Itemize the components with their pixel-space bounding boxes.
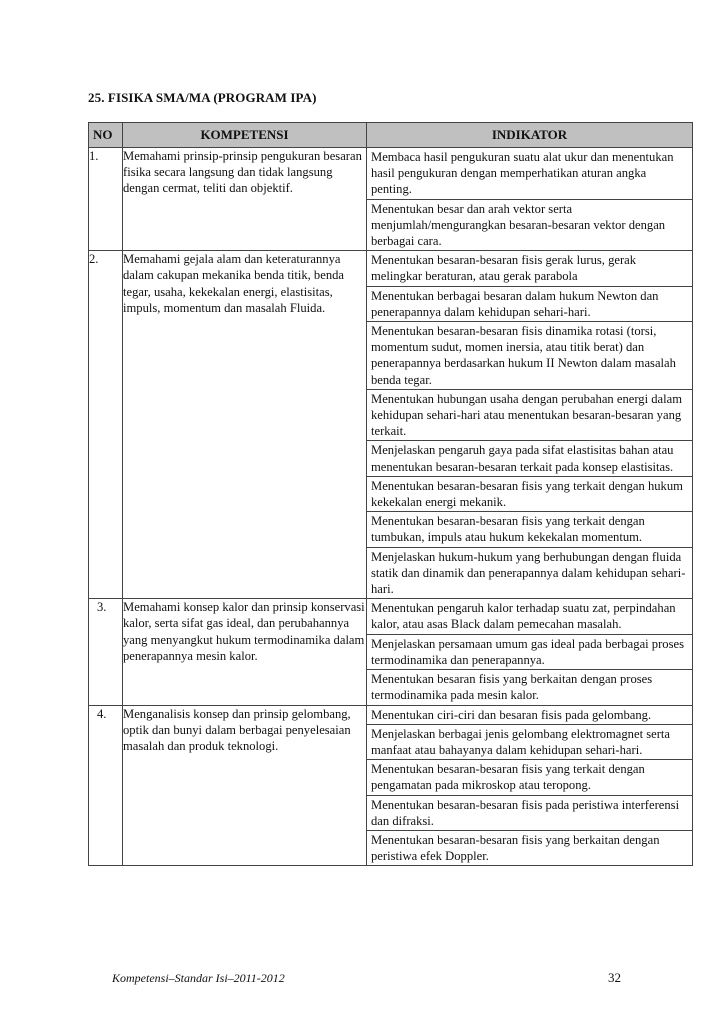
indikator-item: Menentukan besaran-besaran fisis gerak lurus, gerak melingkar beraturan, atau gerak parabola [367,251,692,286]
kompetensi-cell: Menganalisis konsep dan prinsip gelombang, optik dan bunyi dalam berbagai penyelesaian masalah dan produk teknologi. [123,705,367,866]
table-row [89,148,693,251]
indikator-item: Menjelaskan berbagai jenis gelombang elektromagnet serta manfaat atau bahayanya dalam kehidupan sehari-hari. [367,725,692,760]
kompetensi-cell: Memahami konsep kalor dan prinsip konservasi kalor, serta sifat gas ideal, dan perubahannya yang menyangkut hukum termodinamika dalam penerapannya mesin kalor. [123,599,367,705]
indikator-item: Menentukan besaran fisis yang berkaitan dengan proses termodinamika pada mesin kalor. [371,672,653,703]
indikator-cell [367,599,693,705]
indikator-item: Menjelaskan hukum-hukum yang berhubungan dengan fluida statik dan dinamik dan penerapannya dalam kehidupan sehari-hari. [371,549,686,597]
indikator-item: Menjelaskan persamaan umum gas ideal pada berbagai proses termodinamika dan penerapannya. [367,635,692,670]
indikator-item: Menentukan besaran-besaran fisis yang terkait dengan hukum kekekalan energi mekanik. [367,477,692,512]
table-row [89,705,693,866]
indikator-item: Menentukan besaran-besaran fisis yang terkait dengan tumbukan, impuls atau hukum kekekalan momentum. [367,512,692,547]
table-header-row [89,123,693,148]
table-row [89,599,693,705]
indikator-item: Menjelaskan pengaruh gaya pada sifat elastisitas bahan atau menentukan besaran-besaran terkait pada konsep elastisitas. [367,441,692,476]
indikator-item: Menentukan besaran-besaran fisis dinamika rotasi (torsi, momentum sudut, momen inersia, atau titik berat) dan penerapannya berdasarkan hukum II Newton dalam masalah benda tegar. [367,322,692,390]
kompetensi-cell: Memahami prinsip-prinsip pengukuran besaran fisika secara langsung dan tidak langsung dengan cermat, teliti dan objektif. [123,148,367,251]
indikator-item: Menentukan berbagai besaran dalam hukum Newton dan penerapannya dalam kehidupan sehari-hari. [367,287,692,322]
indikator-cell [367,148,693,251]
footer-document-title: Kompetensi–Standar Isi–2011-2012 [112,971,285,985]
table-row [89,251,693,599]
page-number: 32 [608,970,621,985]
kompetensi-cell: Memahami gejala alam dan keteraturannya dalam cakupan mekanika benda titik, benda tegar, usaha, kekekalan energi, elastisitas, impuls, momentum dan masalah Fluida. [123,251,367,599]
kompetensi-table [88,122,693,866]
indikator-item: Menentukan hubungan usaha dengan perubahan energi dalam kehidupan sehari-hari atau menentukan besaran-besaran yang terkait. [367,390,692,442]
indikator-item: Menentukan besaran-besaran fisis yang terkait dengan pengamatan pada mikroskop atau teropong. [367,760,692,795]
row-number: 3. [89,599,123,705]
indikator-item: Membaca hasil pengukuran suatu alat ukur dan menentukan hasil pengukuran dengan memperhatikan aturan angka penting. [367,148,692,200]
section-title: 25. FISIKA SMA/MA (PROGRAM IPA) [88,90,317,105]
indikator-cell [367,251,693,599]
header-kompetensi: KOMPETENSI [123,123,367,148]
header-indikator: INDIKATOR [367,123,693,148]
row-number: 2. [89,251,123,599]
indikator-item: Menentukan pengaruh kalor terhadap suatu zat, perpindahan kalor, atau asas Black dalam pemecahan masalah. [367,599,692,634]
indikator-cell [367,705,693,866]
row-number: 4. [89,705,123,866]
indikator-item: Menentukan besar dan arah vektor serta menjumlah/mengurangkan besaran-besaran vektor dengan berbagai cara. [371,201,666,249]
header-no: NO [89,123,123,148]
indikator-item: Menentukan ciri-ciri dan besaran fisis pada gelombang. [367,706,692,725]
row-number: 1. [89,148,123,251]
indikator-item: Menentukan besaran-besaran fisis pada peristiwa interferensi dan difraksi. [367,796,692,831]
indikator-item: Menentukan besaran-besaran fisis yang berkaitan dengan peristiwa efek Doppler. [371,832,660,864]
